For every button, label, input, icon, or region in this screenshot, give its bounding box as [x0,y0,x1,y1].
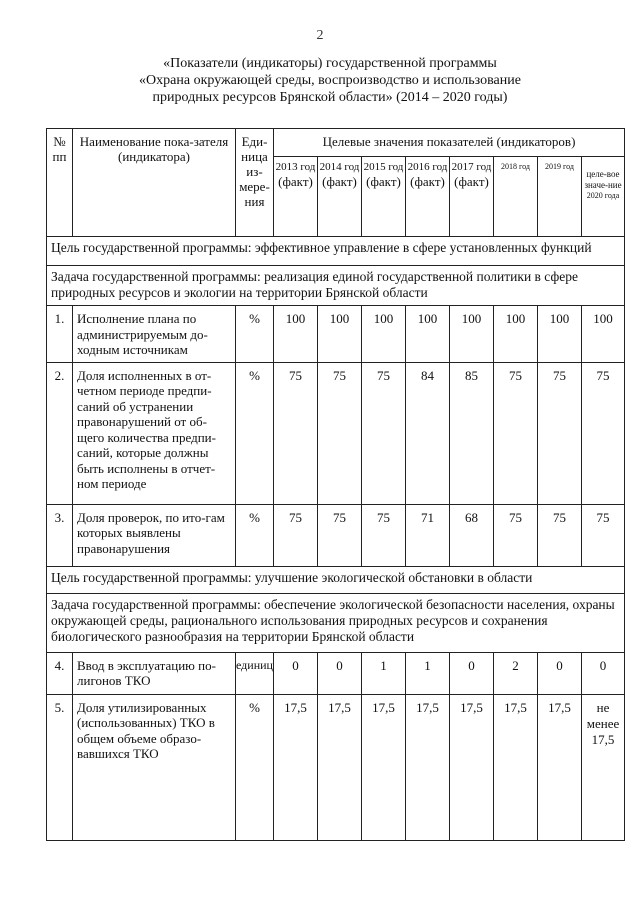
row-num: 3. [47,504,73,566]
row-value: 75 [274,362,318,504]
document-title [60,55,600,106]
row-value: 100 [450,306,494,363]
header-row-1 [47,129,625,157]
row-value: 68 [450,504,494,566]
row-value: 0 [582,652,625,694]
row-value: 17,5 [494,694,538,840]
row-value: 17,5 [450,694,494,840]
row-value: не менее 17,5 [582,694,625,840]
row-value: 75 [318,504,362,566]
indicators-table [46,128,625,841]
row-value: 1 [362,652,406,694]
row-name: Исполнение плана по администрируемым до-ходным источникам [73,306,236,363]
row-value: 100 [494,306,538,363]
row-value: 75 [538,362,582,504]
row-value: 75 [582,362,625,504]
page-number: 2 [316,28,324,43]
row-value: 17,5 [406,694,450,840]
row-num: 2. [47,362,73,504]
row-value: 100 [318,306,362,363]
task-row-2 [47,593,625,652]
row-value: 71 [406,504,450,566]
header-year-2019: 2019 год [538,157,582,237]
row-value: 75 [582,504,625,566]
row-value: 84 [406,362,450,504]
header-year-2014: 2014 год (факт) [318,157,362,237]
row-value: 17,5 [362,694,406,840]
title-line-2: «Охрана окружающей среды, воспроизводство и использование [139,73,521,88]
title-line-1: «Показатели (индикаторы) государственной программы [163,56,497,71]
task-2: Задача государственной программы: обеспечение экологической безопасности населения, охраны окружающей среды, рационального использования природных ресурсов и сохранения биологического разнообразия на территории Брянской области [47,593,625,652]
row-value: 0 [274,652,318,694]
row-unit: единиц [236,652,274,694]
header-unit: Еди-ница из-мере-ния [236,129,274,237]
header-num: № пп [47,129,73,237]
task-1: Задача государственной программы: реализация единой государственной политики в сфере природных ресурсов и экологии на территории Брянской области [47,266,625,306]
row-value: 75 [494,504,538,566]
table-row [47,504,625,566]
row-value: 1 [406,652,450,694]
header-year-2016: 2016 год (факт) [406,157,450,237]
header-year-2015: 2015 год (факт) [362,157,406,237]
row-unit: % [236,306,274,363]
row-num: 1. [47,306,73,363]
row-value: 2 [494,652,538,694]
row-value: 100 [538,306,582,363]
row-value: 100 [362,306,406,363]
table-row [47,652,625,694]
header-year-2017: 2017 год (факт) [450,157,494,237]
row-value: 0 [318,652,362,694]
row-unit: % [236,694,274,840]
row-value: 100 [406,306,450,363]
row-value: 75 [538,504,582,566]
row-value: 75 [274,504,318,566]
header-targets: Целевые значения показателей (индикаторов) [274,129,625,157]
row-value: 17,5 [274,694,318,840]
goal-2: Цель государственной программы: улучшение экологической обстановки в области [47,566,625,593]
goal-1: Цель государственной программы: эффективное управление в сфере установленных функций [47,237,625,266]
row-value: 75 [362,362,406,504]
row-value: 100 [274,306,318,363]
row-value: 17,5 [318,694,362,840]
header-year-2018: 2018 год [494,157,538,237]
row-name: Доля проверок, по ито-гам которых выявлены правонарушения [73,504,236,566]
row-value: 75 [318,362,362,504]
row-num: 5. [47,694,73,840]
row-name: Доля утилизированных (использованных) ТКО в общем объеме образо-вавшихся ТКО [73,694,236,840]
row-value: 75 [494,362,538,504]
task-row-1 [47,266,625,306]
title-line-3: природных ресурсов Брянской области» (2014 – 2020 годы) [152,90,508,105]
row-value: 0 [538,652,582,694]
table-row [47,306,625,363]
header-year-2020: целе-вое значе-ние 2020 года [582,157,625,237]
row-value: 85 [450,362,494,504]
table-row [47,694,625,840]
row-value: 100 [582,306,625,363]
row-value: 17,5 [538,694,582,840]
row-value: 0 [450,652,494,694]
row-name: Доля исполненных в от-четном периоде предпи-саний об устранении правонарушений от об-щего количества предпи-саний, которые должны быть исполнены в отчет-ном периоде [73,362,236,504]
goal-row-2 [47,566,625,593]
goal-row-1 [47,237,625,266]
row-name: Ввод в эксплуатацию по-лигонов ТКО [73,652,236,694]
row-num: 4. [47,652,73,694]
row-unit: % [236,362,274,504]
header-name: Наименование пока-зателя (индикатора) [73,129,236,237]
row-value: 75 [362,504,406,566]
header-year-2013: 2013 год (факт) [274,157,318,237]
table-row [47,362,625,504]
row-unit: % [236,504,274,566]
